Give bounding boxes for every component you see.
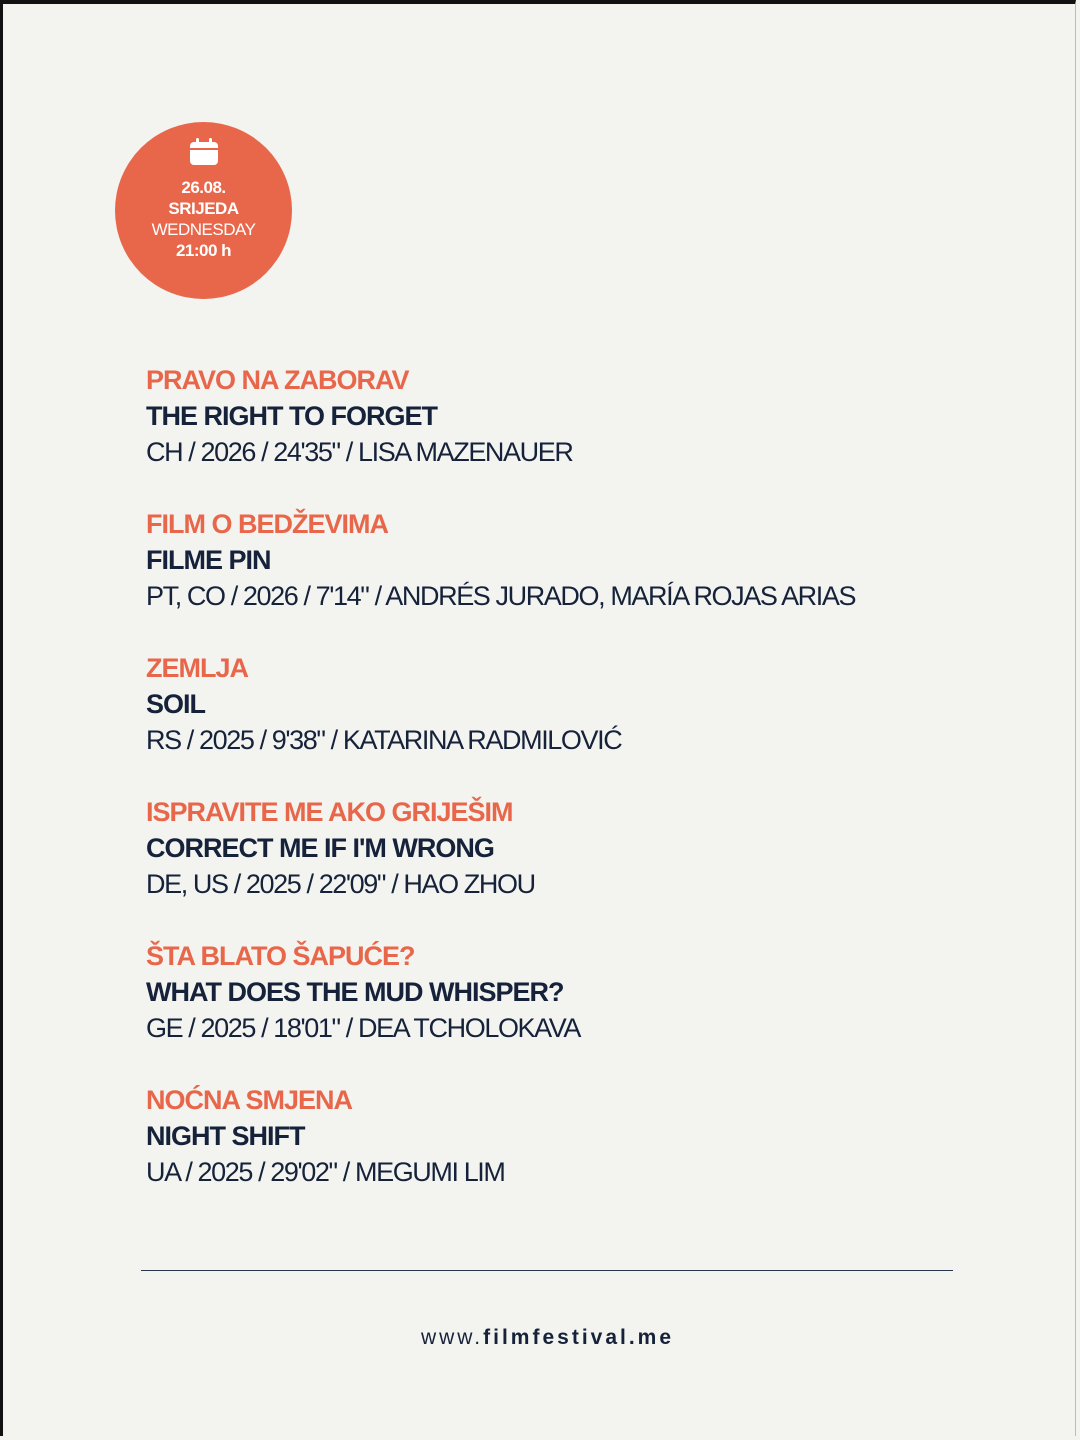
film-entry [146,650,1006,794]
footer-divider [141,1270,953,1271]
badge-date: 26.08. [181,178,226,197]
date-badge-text [115,177,292,261]
film-title-local: ZEMLJA [146,653,248,683]
website-link[interactable] [0,1326,1080,1350]
date-badge [115,122,292,299]
badge-time: 21:00 h [175,241,232,260]
film-entry [146,506,1006,650]
film-entry [146,1082,1006,1226]
film-meta: DE, US / 2025 / 22'09" / HAO ZHOU [146,869,535,899]
film-title-local: ISPRAVITE ME AKO GRIJEŠIM [146,797,513,827]
film-title-en: CORRECT ME IF I'M WRONG [146,833,494,863]
film-meta: CH / 2026 / 24'35" / LISA MAZENAUER [146,437,573,467]
film-entry [146,938,1006,1082]
film-entry [146,362,1006,506]
film-entry [146,794,1006,938]
badge-day-local: SRIJEDA [168,199,239,218]
film-title-local: NOĆNA SMJENA [146,1085,353,1115]
badge-day-en: WEDNESDAY [151,220,256,239]
film-title-en: SOIL [146,689,206,719]
film-meta: RS / 2025 / 9'38" / KATARINA RADMILOVIĆ [146,725,622,755]
film-title-en: THE RIGHT TO FORGET [146,401,437,431]
film-title-en: WHAT DOES THE MUD WHISPER? [146,977,564,1007]
film-title-local: ŠTA BLATO ŠAPUĆE? [146,941,415,971]
film-list [146,362,1006,1226]
film-meta: GE / 2025 / 18'01" / DEA TCHOLOKAVA [146,1013,580,1043]
film-meta: UA / 2025 / 29'02" / MEGUMI LIM [146,1157,505,1187]
film-title-en: FILME PIN [146,545,271,575]
film-title-local: PRAVO NA ZABORAV [146,365,409,395]
film-meta: PT, CO / 2026 / 7'14" / ANDRÉS JURADO, MARÍA ROJAS ARIAS [146,581,856,611]
calendar-icon [189,138,219,166]
website-prefix: www. [420,1326,484,1349]
website-domain: filmfestival.me [483,1326,675,1349]
film-title-en: NIGHT SHIFT [146,1121,305,1151]
film-title-local: FILM O BEDŽEVIMA [146,509,388,539]
